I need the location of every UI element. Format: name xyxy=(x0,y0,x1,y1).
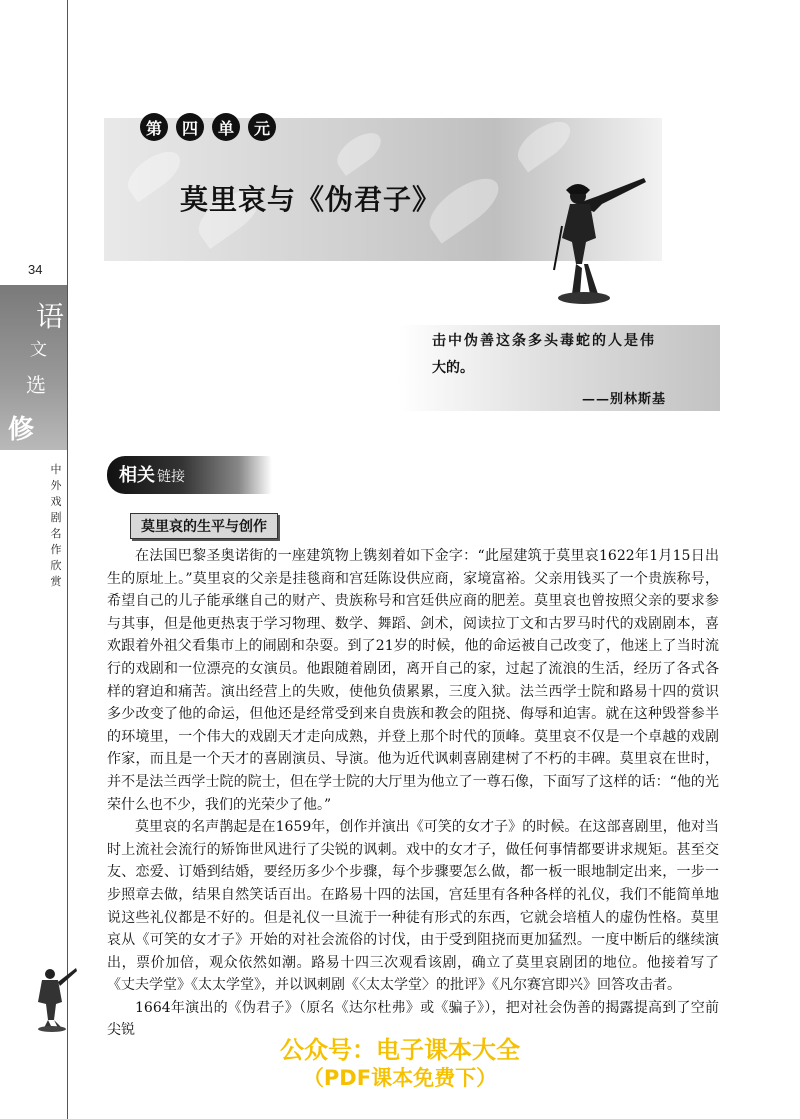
unit-title: 莫里哀与《伪君子》 xyxy=(180,183,442,216)
statue-illustration xyxy=(536,168,656,308)
page-number: 34 xyxy=(28,262,43,277)
side-tab-char: 语 xyxy=(36,300,65,333)
page-margin-rule xyxy=(67,0,68,1119)
epigraph-line: 击中伪善这条多头毒蛇的人是伟 xyxy=(432,333,656,349)
side-tab-char: 修 xyxy=(8,415,35,445)
section-title: 莫里哀的生平与创作 xyxy=(130,513,278,539)
watermark: 公众号：电子课本大全 xyxy=(280,1036,520,1064)
unit-badge: 单 xyxy=(212,113,240,141)
body-paragraph: 莫里哀的名声鹊起是在1659年，创作并演出《可笑的女才子》的时候。在这部喜剧里，他对当时上流社会流行的矫饰世风进行了尖锐的讽刺。戏中的女才子，做任何事情都要讲求规矩。甚至交友、恋爱、订婚到结婚，要经历多少个步骤，每个步骤要怎么做，都一板一眼地制定出来，一步一步照章去做，结果自然笑话百出。在路易十四的法国，宫廷里有各种各样的礼仪，我们不能简单地说这些礼仪都是不好的。但是礼仪一旦流于一种徒有形式的东西，它就会培植人的虚伪性格。莫里哀从《可笑的女才子》开始的对社会流俗的讨伐，由于受到阻挠而更加猛烈。一度中断后的继续演出，票价加倍，观众依然如潮。路易十四三次观看该剧，确立了莫里哀剧团的地位。他接着写了《丈夫学堂》《太太学堂》，并以讽刺剧《〈太太学堂〉的批评》《凡尔赛宫即兴》回答攻击者。 xyxy=(107,819,719,994)
unit-badges xyxy=(140,113,276,141)
statue-icon xyxy=(30,962,80,1032)
side-tab xyxy=(0,285,67,450)
side-tab-char: 文 xyxy=(30,340,47,360)
book-subtitle: 中 外 戏 剧 名 作 欣 赏 xyxy=(50,463,62,588)
unit-badge: 元 xyxy=(248,113,276,141)
watermark: （PDF课本免费下） xyxy=(302,1066,498,1090)
side-tab-char: 选 xyxy=(26,373,46,397)
related-links-header xyxy=(107,456,272,494)
unit-badge: 第 xyxy=(140,113,168,141)
related-links-label: 相关 xyxy=(119,465,155,486)
related-links-label-sub: 链接 xyxy=(157,469,185,485)
body-paragraph: 在法国巴黎圣奥诺街的一座建筑物上镌刻着如下金字：“此屋建筑于莫里哀1622年1月15日出生的原址上。”莫里哀的父亲是挂毯商和宫廷陈设供应商，家境富裕。父亲用钱买了一个贵族称号，希望自己的儿子能承继自己的财产、贵族称号和宫廷供应商的肥差。莫里哀也曾按照父亲的要求参与其事，但是他更热衷于学习物理、数学、舞蹈、剑术，阅读拉丁文和古罗马时代的戏剧剧本，喜欢跟着外祖父看集市上的闹剧和杂耍。到了21岁的时候，他的命运被自己改变了，他迷上了当时流行的戏剧和一位漂亮的女演员。他跟随着剧团，离开自己的家，过起了流浪的生活，经历了各式各样的窘迫和痛苦。演出经营上的失败，使他负债累累，三度入狱。法兰西学士院和路易十四的赏识多少改变了他的命运，但他还是经常受到来自贵族和教会的阻挠、侮辱和迫害。就在这种毁誉参半的环境里，一个伟大的戏剧天才走向成熟，并登上那个时代的顶峰。莫里哀不仅是一个卓越的戏剧作家，而且是一个天才的喜剧演员、导演。他为近代讽刺喜剧建树了不朽的丰碑。莫里哀在世时，并不是法兰西学士院的院士，但在学士院的大厅里为他立了一尊石像，下面写了这样的话：“他的光荣什么也不少，我们的光荣少了他。” xyxy=(107,548,719,813)
unit-badge: 四 xyxy=(176,113,204,141)
epigraph-line: 大的。 xyxy=(432,360,474,376)
body-paragraph: 1664年演出的《伪君子》（原名《达尔杜弗》或《骗子》），把对社会伪善的揭露提高到了空前尖锐 xyxy=(107,999,719,1039)
epigraph-author: ——别林斯基 xyxy=(582,392,667,407)
body-text xyxy=(107,545,719,1042)
